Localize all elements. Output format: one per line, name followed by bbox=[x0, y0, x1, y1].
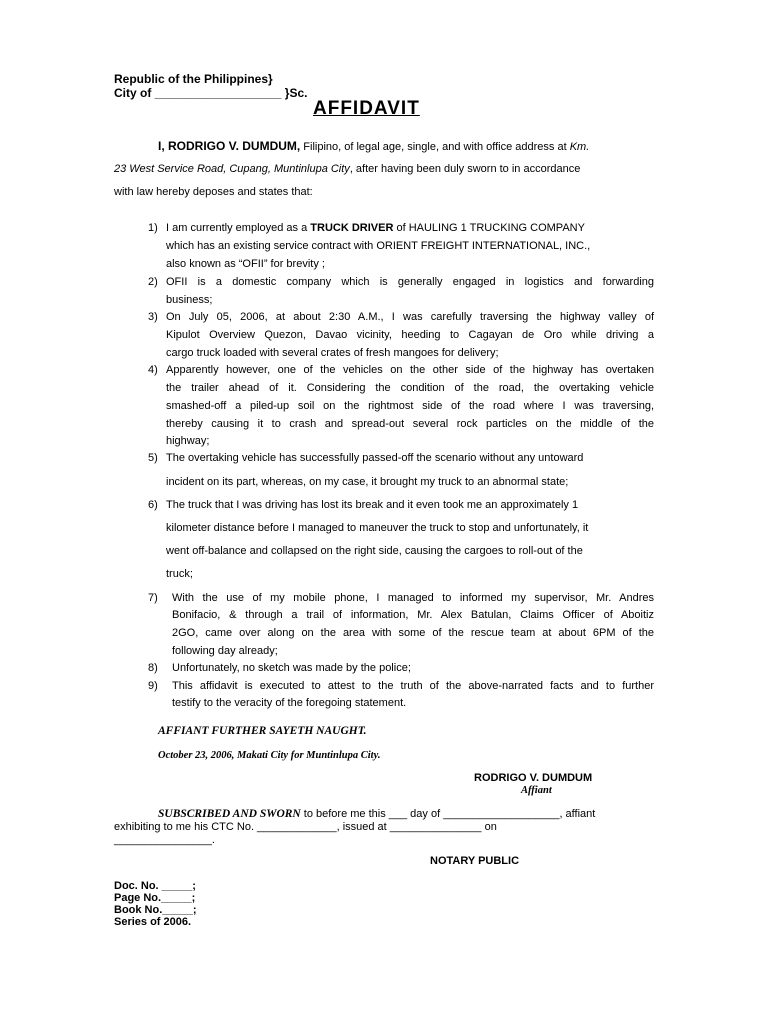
jurat-line-2: exhibiting to me his CTC No. _____________, issued at _______________ on bbox=[114, 821, 497, 833]
item-9-line-2: testify to the veracity of the foregoing statement. bbox=[172, 697, 407, 709]
jurat-line-1 bbox=[158, 808, 595, 820]
item-6-line-2: kilometer distance before I managed to maneuver the truck to stop and unfortunately, it bbox=[166, 522, 589, 534]
item-2-number: 2) bbox=[148, 276, 158, 288]
item-6-line-4: truck; bbox=[166, 568, 193, 580]
page-number: Page No._____; bbox=[114, 892, 196, 904]
item-9-line-1: This affidavit is executed to attest to the truth of the above-narrated facts and to further bbox=[172, 680, 654, 692]
item-1-line-1 bbox=[166, 222, 585, 234]
item-7-line-3: 2GO, came over along on the area with some of the rescue team at about 6PM of the bbox=[172, 627, 654, 639]
item-5-line-2: incident on its part, whereas, on my case, it brought my truck to an abnormal state; bbox=[166, 476, 569, 488]
item-2-line-2: business; bbox=[166, 294, 213, 306]
item-8-number: 8) bbox=[148, 662, 158, 674]
item-4-line-5: highway; bbox=[166, 435, 210, 447]
item-4-number: 4) bbox=[148, 364, 158, 376]
affiant-name: I, RODRIGO V. DUMDUM, bbox=[158, 139, 301, 153]
item-4-line-3: smashed-off a piled-up soil on the rightmost side of the road where I was traversing, bbox=[166, 400, 654, 412]
address-part-1: Km. bbox=[569, 141, 590, 153]
item-5-line-1: The overtaking vehicle has successfully passed-off the scenario without any untoward bbox=[166, 452, 584, 464]
item-1-text-c: of HAULING 1 TRUCKING COMPANY bbox=[393, 222, 585, 234]
item-7-line-2: Bonifacio, & through a trail of information, Mr. Alex Batulan, Claims Officer of Aboitiz bbox=[172, 609, 654, 621]
subscribed-and-sworn: SUBSCRIBED AND SWORN bbox=[158, 808, 301, 820]
intro-line-3: with law hereby deposes and states that: bbox=[114, 186, 313, 198]
item-3-line-2: Kipulot Overview Quezon, Davao vicinity, heeding to Cagayan de Oro while driving a bbox=[166, 329, 654, 341]
jurat-line-3: ________________. bbox=[114, 834, 215, 846]
intro-line-1 bbox=[158, 139, 589, 153]
item-1-text-a: I am currently employed as a bbox=[166, 222, 311, 234]
republic-line: Republic of the Philippines} bbox=[114, 72, 273, 86]
address-part-2: 23 West Service Road, Cupang, Muntinlupa City bbox=[114, 163, 350, 175]
item-4-line-4: thereby causing it to crash and spread-out several rock particles on the middle of the bbox=[166, 418, 654, 430]
item-6-number: 6) bbox=[148, 499, 158, 511]
jurat-line-1-rest: to before me this ___ day of ___________________, affiant bbox=[300, 808, 596, 820]
item-1-line-2: which has an existing service contract with ORIENT FREIGHT INTERNATIONAL, INC., bbox=[166, 240, 591, 252]
item-7-line-4: following day already; bbox=[172, 645, 278, 657]
book-number: Book No._____; bbox=[114, 904, 197, 916]
intro-line-2 bbox=[114, 163, 580, 175]
item-7-line-1: With the use of my mobile phone, I managed to informed my supervisor, Mr. Andres bbox=[172, 592, 654, 604]
city-line: City of ___________________ }Sc. bbox=[114, 86, 308, 100]
signer-role: Affiant bbox=[521, 785, 552, 796]
item-4-line-2: the trailer ahead of it. Considering the condition of the road, the overtaking vehicle bbox=[166, 382, 654, 394]
item-4-line-1: Apparently however, one of the vehicles on the other side of the highway has overtaken bbox=[166, 364, 654, 376]
item-1-number: 1) bbox=[148, 222, 158, 234]
item-3-number: 3) bbox=[148, 311, 158, 323]
doc-number: Doc. No. _____; bbox=[114, 880, 196, 892]
item-9-number: 9) bbox=[148, 680, 158, 692]
item-3-line-3: cargo truck loaded with several crates of fresh mangoes for delivery; bbox=[166, 347, 499, 359]
job-title: TRUCK DRIVER bbox=[310, 222, 394, 234]
document-title: AFFIDAVIT bbox=[313, 98, 420, 119]
item-5-number: 5) bbox=[148, 452, 158, 464]
item-2-line-1: OFII is a domestic company which is generally engaged in logistics and forwarding bbox=[166, 276, 654, 288]
item-3-line-1: On July 05, 2006, at about 2:30 A.M., I was carefully traversing the highway valley of bbox=[166, 311, 654, 323]
item-1-line-3: also known as “OFII” for brevity ; bbox=[166, 258, 325, 270]
affiant-further-sayeth: AFFIANT FURTHER SAYETH NAUGHT. bbox=[158, 725, 367, 737]
item-8-line-1: Unfortunately, no sketch was made by the police; bbox=[172, 662, 411, 674]
intro-text-2: , after having been duly sworn to in accordance bbox=[349, 163, 581, 175]
series-year: Series of 2006. bbox=[114, 916, 192, 928]
execution-date-place: October 23, 2006, Makati City for Muntinlupa City. bbox=[158, 750, 381, 761]
item-7-number: 7) bbox=[148, 592, 158, 604]
intro-text-1: Filipino, of legal age, single, and with office address at bbox=[300, 141, 570, 153]
notary-public-label: NOTARY PUBLIC bbox=[430, 855, 520, 867]
signer-name: RODRIGO V. DUMDUM bbox=[474, 772, 593, 784]
item-6-line-3: went off-balance and collapsed on the right side, causing the cargoes to roll-out of the bbox=[166, 545, 583, 557]
item-6-line-1: The truck that I was driving has lost its break and it even took me an approximately 1 bbox=[166, 499, 579, 511]
